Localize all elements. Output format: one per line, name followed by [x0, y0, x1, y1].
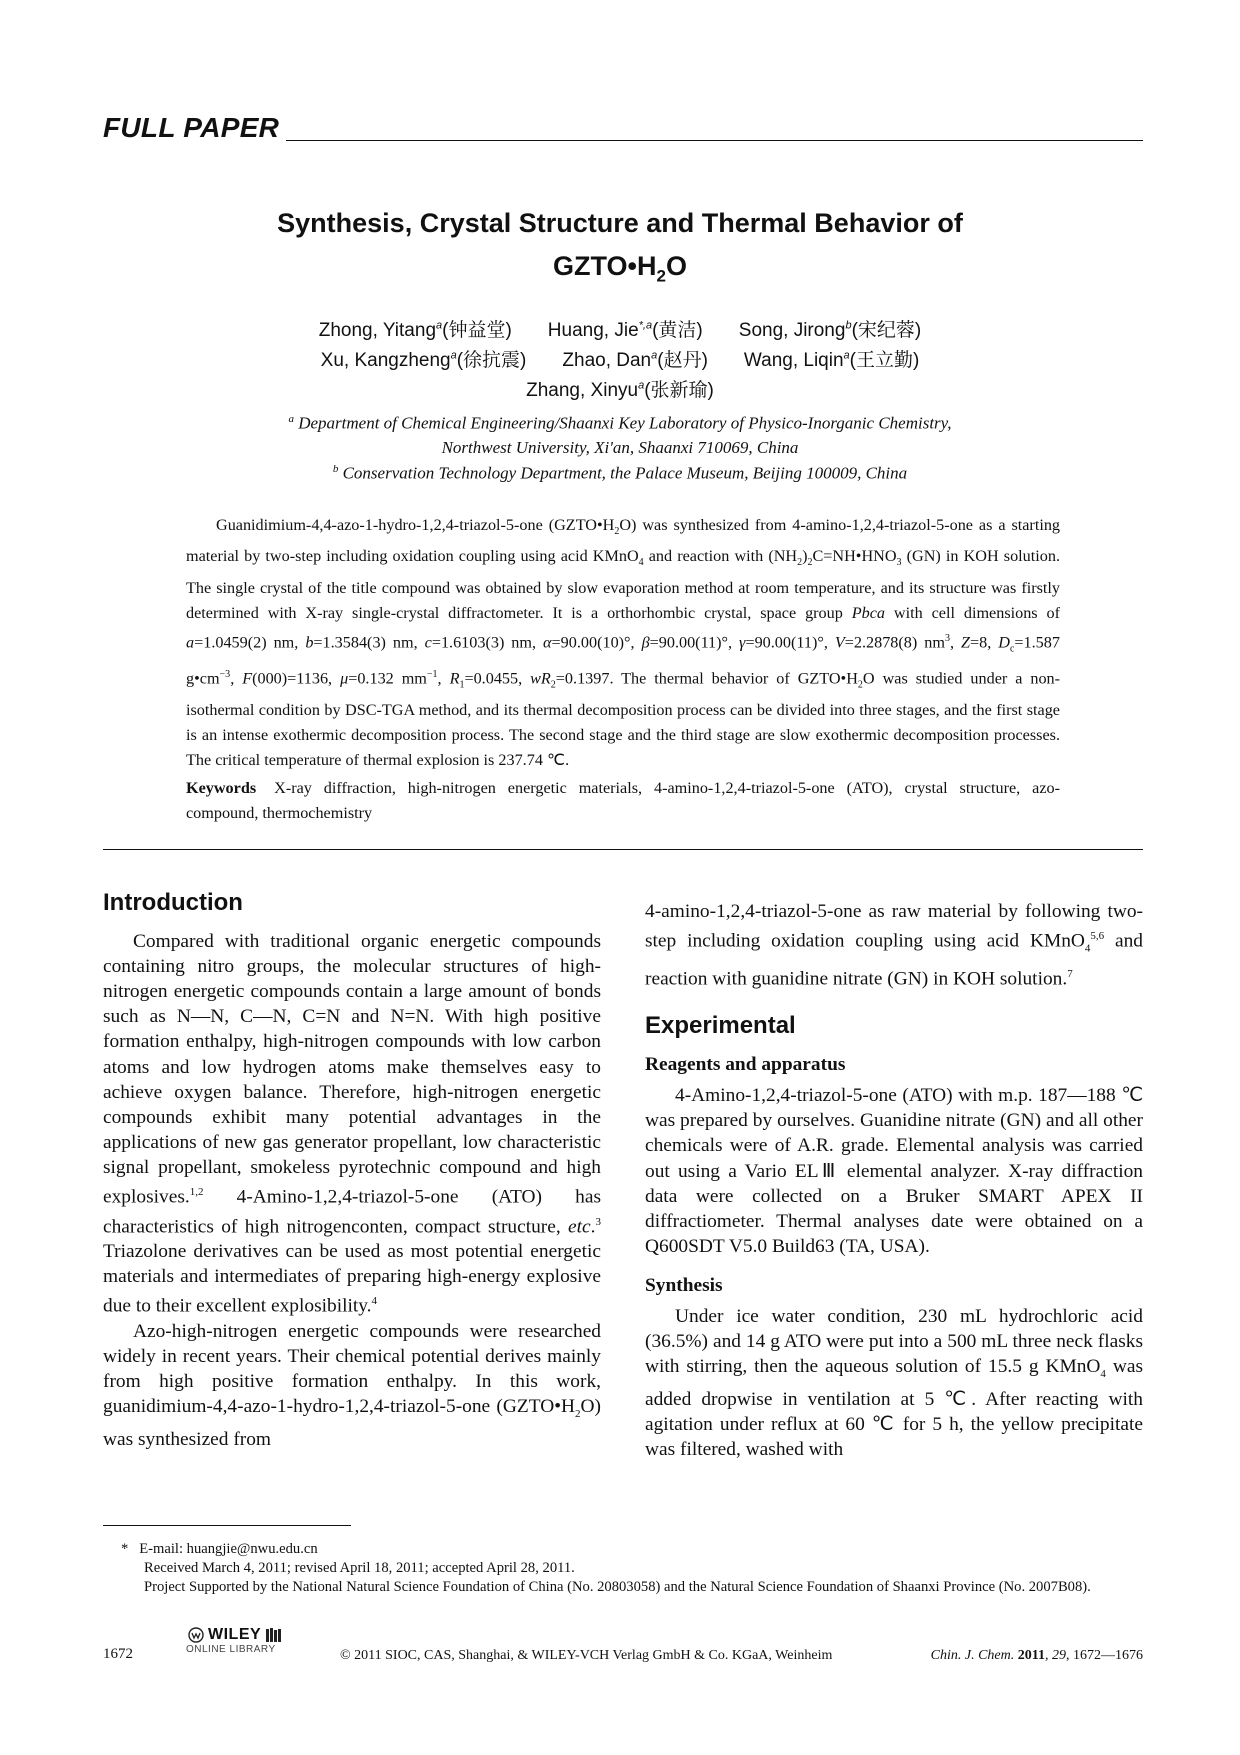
footnote-received: Received March 4, 2011; revised April 18, 2011; accepted April 28, 2011. — [144, 1560, 575, 1576]
footnote-project: Project Supported by the National Natural Science Foundation of China (No. 20803058) and the Natural Science Foundation of Shaanxi Province (No. 2007B08). — [144, 1579, 1091, 1595]
author-row-1 — [200, 315, 1040, 342]
paper-title — [180, 202, 1060, 297]
synthesis-heading: Synthesis — [645, 1274, 723, 1296]
copyright: © 2011 SIOC, CAS, Shanghai, & WILEY-VCH Verlag GmbH & Co. KGaA, Weinheim — [340, 1648, 833, 1663]
reagents-paragraph: 4-Amino-1,2,4-triazol-5-one (ATO) with m.p. 187—188 ℃ was prepared by ourselves. Guanidine nitrate (GN) and all other chemicals were of A.R. grade. Elemental analysis was carried out using a Vario ELⅢ elemental analyzer. X-ray diffraction data were collected on a Bruker SMART APEX II diffractiometer. Thermal analyses date were obtained on a Q600SDT V5.0 Build63 (TA, USA). — [645, 1085, 1143, 1257]
author: Song, Jirong$^b$(宋纪蓉) — [738, 319, 922, 341]
wiley-logo: WILEY ONLINE LIBRARY — [186, 1626, 296, 1655]
reagents-heading: Reagents and apparatus — [645, 1054, 846, 1076]
author: Huang, Jie$^{*,a}$(黄洁) — [547, 319, 703, 341]
books-icon — [265, 1627, 283, 1643]
affiliation-b: $^b$ Conservation Technology Department, the Palace Museum, Beijing 100009, China — [332, 463, 908, 483]
header-rule — [286, 140, 1143, 141]
intro-paragraph-2: Azo-high-nitrogen energetic compounds were researched widely in recent years. Their chemical potential derives mainly from high positive formation enthalpy. In this work, guanidimium-4,4-azo-1-hydro-1,2,4-triazol-5-one $(GZTO•H_2O)$ was synthesized from — [103, 1320, 601, 1451]
author: Xu, Kangzheng$^a$(徐抗震) — [320, 349, 527, 371]
author: Zhang, Xinyu$^a$(张新瑜) — [526, 379, 714, 401]
abstract: Guanidimium-4,4-azo-1-hydro-1,2,4-triazol-5-one $(GZTO•H_2O)$ was synthesized from 4-amino-1,2,4-triazol-5-one as a starting material by two-step including oxidation coupling using acid KMnO$_4$ and reaction with $(NH_2)_2C=NH•HNO_3$ (GN) in KOH solution. The single crystal of the title compound was obtained by slow evaporation method at room temperature, and its structure was firstly determined with X-ray single-crystal diffractometer. It is a orthorhombic crystal, space group Pbca with cell dimensions of a=1.0459(2) nm, b=1.3584(3) nm, c=1.6103(3) nm, α=90.00(10)°, β=90.00(11)°, γ=90.00(11)°, V=2.2878(8) $nm^3$, Z=8, $D_c=1.587$ $g•cm^{-3}$, F(000)=1136, μ=0.132 $mm^{-1}$, $R_1=0.0455$, $wR_2=0.1397$. The thermal behavior of $GZTO•H_2O$ was studied under a non-isothermal condition by DSC-TGA method, and its thermal decomposition process can be divided into three stages, and the first stage is an intense exothermic decomposition process. The second stage and the third stage are slow exothermic decomposition processes. The critical temperature of thermal explosion is 237.74 ℃. — [186, 516, 1061, 770]
section-label: FULL PAPER — [103, 112, 280, 143]
synthesis-paragraph: Under ice water condition, 230 mL hydrochloric acid (36.5%) and 14 g ATO were put into a 500 mL three neck flasks with stirring, then the aqueous solution of 15.5 g KMnO$_4$ was added dropwise in ventilation at 5 ℃. After reacting with agitation under reflux at 60 ℃ for 5 h, the yellow precipitate was filtered, washed with — [645, 1306, 1143, 1461]
experimental-heading: Experimental — [645, 1012, 796, 1040]
footnote-rule — [103, 1525, 351, 1526]
right-column — [645, 899, 1143, 1462]
author: Zhong, Yitang$^a$(钟益堂) — [318, 319, 512, 341]
title-line-2: $GZTO•H_2O$ — [553, 251, 687, 286]
citation: Chin. J. Chem. 2011, 29, 1672—1676 — [930, 1648, 1143, 1663]
affiliation-a-line-1: $^a$ Department of Chemical Engineering/Shaanxi Key Laboratory of Physico-Inorganic Chemistry, — [288, 413, 952, 433]
affiliation-a-line-2: Northwest University, Xi'an, Shaanxi 710069, China — [441, 438, 799, 457]
intro-continuation: 4-amino-1,2,4-triazol-5-one as raw material by following two-step including oxidation coupling using acid KMnO$_4^{5,6}$ and reaction with guanidine nitrate (GN) in KOH solution.$^7$ — [645, 901, 1143, 989]
footnote-email: * E-mail: huangjie@nwu.edu.cn — [121, 1541, 318, 1557]
keywords-label: Keywords — [186, 779, 257, 797]
author-row-3 — [200, 375, 1040, 402]
wiley-seal-icon — [188, 1627, 204, 1643]
page-number: 1672 — [103, 1646, 133, 1662]
introduction-heading: Introduction — [103, 889, 243, 916]
author: Zhao, Dan$^a$(赵丹) — [562, 349, 708, 371]
intro-paragraph-1: Compared with traditional organic energetic compounds containing nitro groups, the molecular structures of high-nitrogen energetic compounds contain a large amount of bonds such as N—N, C—N, C=N and N=N. With high positive formation enthalpy, high-nitrogen compounds with low carbon atoms and low hydrogen atoms make themselves easy to achieve oxygen balance. Therefore, high-nitrogen energetic compounds exhibit many potential advantages in the applications of new gas generator propellant, low characteristic signal propellant, smokeless pyrotechnic compound and high explosives.$^{1,2}$ 4-Amino-1,2,4-triazol-5-one (ATO) has characteristics of high nitrogenconten, compact structure, etc.$^3$ Triazolone derivatives can be used as most potential energetic materials and intermediates of preparing high-energy explosive due to their excellent explosibility.$^4$ — [103, 931, 601, 1317]
left-column — [103, 890, 601, 1452]
keywords — [186, 776, 1060, 826]
keywords-text: X-ray diffraction, high-nitrogen energetic materials, 4-amino-1,2,4-triazol-5-one (ATO), crystal structure, azo-compound, thermochemistry — [186, 779, 1060, 822]
title-line-1: Synthesis, Crystal Structure and Thermal Behavior of — [277, 208, 963, 238]
author-row-2 — [200, 345, 1040, 372]
section-divider — [103, 849, 1143, 850]
author: Wang, Liqin$^a$(王立勤) — [743, 349, 920, 371]
